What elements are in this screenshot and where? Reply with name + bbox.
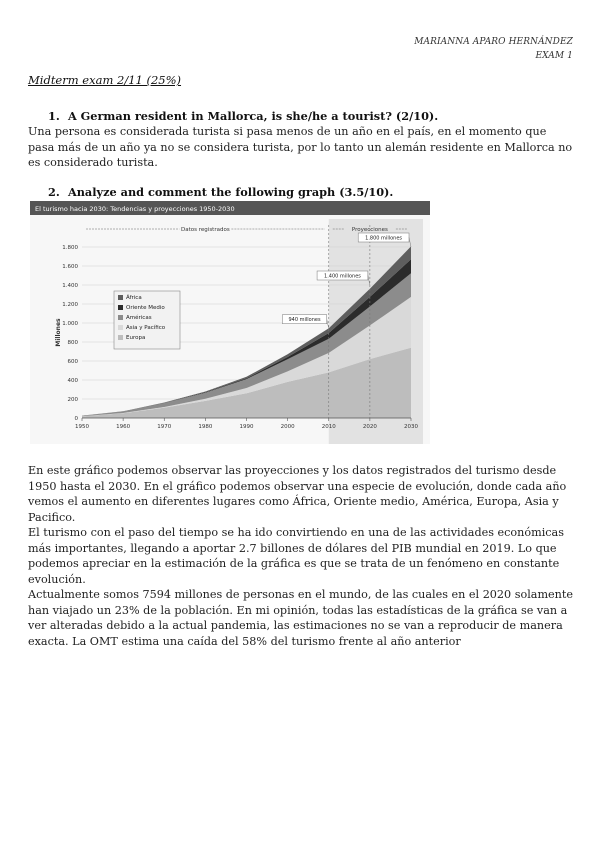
- legend-label: Asia y Pacífico: [126, 325, 166, 331]
- legend-label: Europa: [126, 335, 146, 341]
- legend-swatch: [118, 305, 123, 310]
- answer-1: Una persona es considerada turista si pasa menos de un año en el país, en el momento que pasa más de un año ya no se considera turista, por lo tanto un alemán residente en Mallorca no es considerado turista.: [28, 125, 573, 170]
- y-tick-label: 1.200: [62, 302, 78, 308]
- annotation-label: 940 millones: [288, 317, 321, 324]
- y-tick-label: 400: [67, 378, 78, 384]
- question-1-text: A German resident in Mallorca, is she/he a tourist? (2/10).: [67, 109, 439, 123]
- chart-title: El turismo hacia 2030: Tendencias y proyecciones 1950-2030: [35, 205, 235, 213]
- y-tick-label: 0: [74, 416, 78, 422]
- y-tick-label: 1.600: [62, 264, 78, 270]
- page-title: Midterm exam 2/11 (25%): [28, 73, 182, 87]
- tourism-chart: [30, 201, 430, 444]
- paragraph-1: En este gráfico podemos observar las proyecciones y los datos registrados del turismo desde 1950 hasta el 2030. En el gráfico podemos observar una especie de evolución, donde cada año vemos el aumento en diferentes lugares como África, Oriente medio, América, Europa, Asia y Pacifico.: [28, 464, 567, 524]
- paragraph-2: El turismo con el paso del tiempo se ha ido convirtiendo en una de las actividades económicas más importantes, llegando a aportar 2.7 billones de dólares del PIB mundial en 2019. Lo que podemos apreciar en la estimación de la gráfica es que se trata de un fenómeno en constante evolución.: [28, 526, 564, 586]
- legend-swatch: [118, 315, 123, 320]
- question-1-number: 1.: [48, 109, 60, 123]
- x-tick-label: 1970: [157, 424, 172, 430]
- y-tick-label: 600: [67, 359, 78, 365]
- x-tick-label: 1950: [75, 424, 89, 430]
- legend-label: Américas: [126, 315, 152, 321]
- legend-label: Oriente Medio: [126, 305, 165, 311]
- region-label: Datos registrados: [181, 227, 230, 233]
- header-author: MARIANNA APARO HERNÁNDEZ: [414, 37, 573, 47]
- x-tick-label: 2010: [321, 424, 336, 430]
- question-1: [48, 109, 438, 123]
- y-tick-label: 1.400: [62, 283, 78, 289]
- y-tick-label: 800: [67, 340, 78, 346]
- legend-label: África: [126, 295, 142, 301]
- annotation-label: 1.800 millones: [365, 235, 403, 242]
- x-tick-label: 1990: [239, 424, 254, 430]
- x-tick-label: 2030: [404, 424, 418, 430]
- x-tick-label: 2000: [280, 424, 295, 430]
- y-axis-label: Millones: [55, 318, 62, 347]
- paragraph-3: Actualmente somos 7594 millones de personas en el mundo, de las cuales en el 2020 solamente han viajado un 23% de la población. En mi opinión, todas las estadísticas de la gráfica se van a ver alteradas debido a la actual pandemia, las estimaciones no se van a reproducir de manera exacta. La OMT estima una caída del 58% del turismo frente al año anterior: [28, 588, 573, 648]
- header-exam: EXAM 1: [535, 51, 573, 61]
- y-tick-label: 1.000: [62, 321, 78, 327]
- question-2-text: Analyze and comment the following graph (3.5/10).: [67, 185, 394, 199]
- x-tick-label: 1960: [116, 424, 131, 430]
- annotation-label: 1.400 millones: [324, 273, 361, 280]
- question-2: [48, 185, 393, 199]
- legend-swatch: [118, 295, 123, 300]
- x-tick-label: 2020: [362, 424, 377, 430]
- legend-swatch: [118, 335, 123, 340]
- legend-swatch: [118, 325, 123, 330]
- question-2-number: 2.: [48, 185, 60, 199]
- x-tick-label: 1980: [198, 424, 213, 430]
- y-tick-label: 200: [67, 397, 78, 403]
- y-tick-label: 1.800: [62, 245, 78, 251]
- region-label: Proyecciones: [351, 227, 388, 233]
